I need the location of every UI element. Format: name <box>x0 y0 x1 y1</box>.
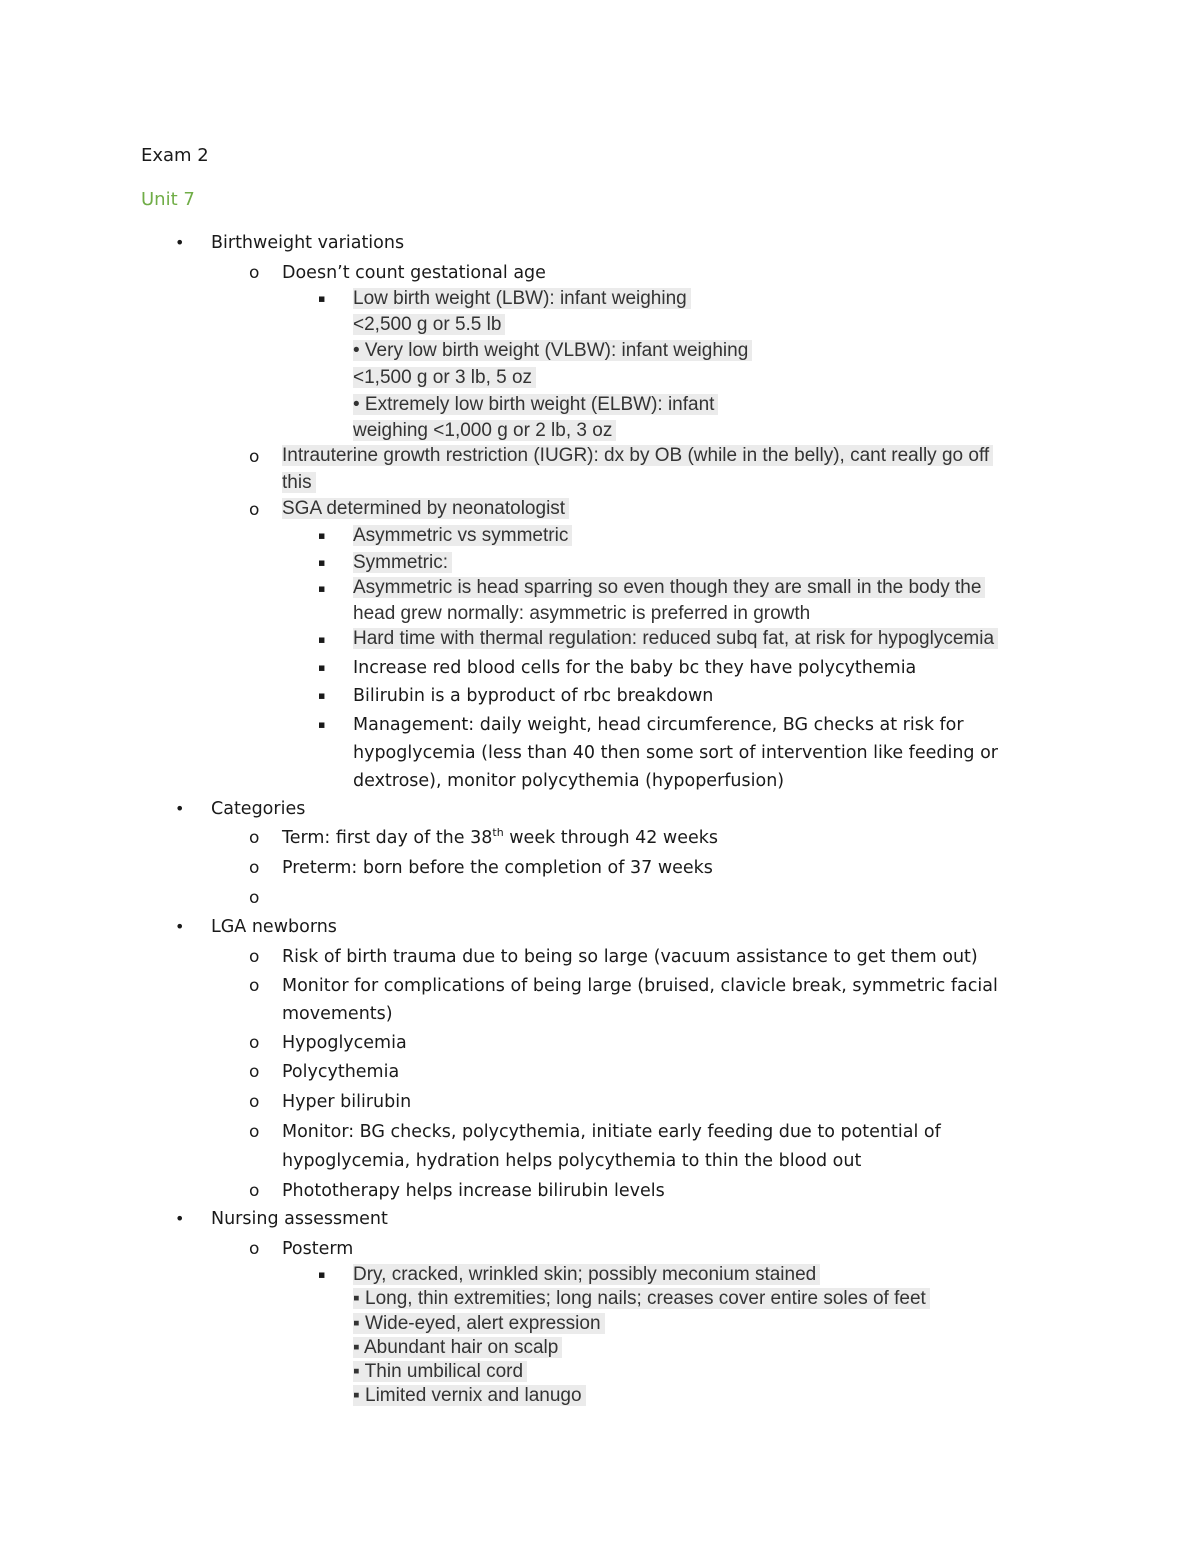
lga-item: Phototherapy helps increase bilirubin levels <box>282 1181 665 1201</box>
bullet-marker: • <box>175 1209 185 1228</box>
sga-item: Asymmetric vs symmetric <box>353 525 572 546</box>
lga-item: Monitor for complications of being large (bruised, clavicle break, symmetric facial <box>282 976 998 996</box>
lga-item: movements) <box>282 1004 393 1024</box>
birthweight-heading: Birthweight variations <box>211 233 405 253</box>
square-marker: ▪ <box>318 633 326 646</box>
lbw-line: Low birth weight (LBW): infant weighing <box>353 288 691 309</box>
sga-item: Hard time with thermal regulation: reduced subq fat, at risk for hypoglycemia <box>353 628 998 649</box>
circle-marker: o <box>249 1122 260 1142</box>
lga-item: Polycythemia <box>282 1062 400 1082</box>
sga-item: Increase red blood cells for the baby bc they have polycythemia <box>353 658 917 678</box>
circle-marker: o <box>249 1239 260 1259</box>
circle-marker: o <box>249 976 260 996</box>
empty-circle-marker: o <box>249 888 260 908</box>
sga-item: dextrose), monitor polycythemia (hypoperfusion) <box>353 771 785 791</box>
square-marker: ▪ <box>318 661 326 674</box>
postterm-heading: Posterm <box>282 1239 354 1259</box>
circle-marker: o <box>249 947 260 967</box>
postterm-item: ▪ Limited vernix and lanugo <box>353 1385 586 1406</box>
lga-item: Hyper bilirubin <box>282 1092 412 1112</box>
circle-marker: o <box>249 447 260 467</box>
square-marker: ▪ <box>318 556 326 569</box>
circle-marker: o <box>249 1062 260 1082</box>
lbw-line: • Very low birth weight (VLBW): infant weighing <box>353 340 752 361</box>
categories-heading: Categories <box>211 799 306 819</box>
sga-item: hypoglycemia (less than 40 then some sort of intervention like feeding or <box>353 743 999 763</box>
square-marker: ▪ <box>318 718 326 731</box>
sga-item: Bilirubin is a byproduct of rbc breakdown <box>353 686 714 706</box>
sga-item: head grew normally: asymmetric is preferred in growth <box>353 603 811 624</box>
sga-item: Symmetric: <box>353 552 452 573</box>
postterm-item: ▪ Long, thin extremities; long nails; creases cover entire soles of feet <box>353 1288 930 1309</box>
lga-item: hypoglycemia, hydration helps polycythemia to thin the blood out <box>282 1151 862 1171</box>
sga-item: Management: daily weight, head circumference, BG checks at risk for <box>353 715 964 735</box>
lga-item: Monitor: BG checks, polycythemia, initiate early feeding due to potential of <box>282 1122 941 1142</box>
lbw-line: weighing <1,000 g or 2 lb, 3 oz <box>353 420 616 441</box>
square-marker: ▪ <box>318 529 326 542</box>
preterm-definition: Preterm: born before the completion of 37 weeks <box>282 858 713 878</box>
circle-marker: o <box>249 1033 260 1053</box>
lbw-line: <2,500 g or 5.5 lb <box>353 314 505 335</box>
iugr-line: this <box>282 472 316 493</box>
term-definition: Term: first day of the 38th week through 42 weeks <box>282 826 719 848</box>
square-marker: ▪ <box>318 292 326 305</box>
bullet-marker: • <box>175 917 185 936</box>
circle-marker: o <box>249 858 260 878</box>
square-marker: ▪ <box>318 582 326 595</box>
bullet-marker: • <box>175 233 185 252</box>
sga-item: Asymmetric is head sparring so even though they are small in the body the <box>353 577 985 598</box>
circle-marker: o <box>249 1181 260 1201</box>
bullet-marker: • <box>175 799 185 818</box>
square-marker: ▪ <box>318 1268 326 1281</box>
document-title: Exam 2 <box>141 145 209 166</box>
circle-marker: o <box>249 500 260 520</box>
iugr-line: Intrauterine growth restriction (IUGR): dx by OB (while in the belly), cant really go off <box>282 445 993 466</box>
unit-heading: Unit 7 <box>141 189 195 210</box>
lga-heading: LGA newborns <box>211 917 337 937</box>
circle-marker: o <box>249 263 260 283</box>
lga-item: Hypoglycemia <box>282 1033 407 1053</box>
gestational-age-note: Doesn’t count gestational age <box>282 263 546 283</box>
sga-line: SGA determined by neonatologist <box>282 498 569 519</box>
postterm-item: Dry, cracked, wrinkled skin; possibly meconium stained <box>353 1264 820 1285</box>
postterm-item: ▪ Thin umbilical cord <box>353 1361 527 1382</box>
circle-marker: o <box>249 1092 260 1112</box>
postterm-item: ▪ Abundant hair on scalp <box>353 1337 562 1358</box>
nursing-heading: Nursing assessment <box>211 1209 388 1229</box>
lga-item: Risk of birth trauma due to being so large (vacuum assistance to get them out) <box>282 947 978 967</box>
lbw-line: • Extremely low birth weight (ELBW): infant <box>353 394 718 415</box>
square-marker: ▪ <box>318 689 326 702</box>
postterm-item: ▪ Wide-eyed, alert expression <box>353 1313 605 1334</box>
circle-marker: o <box>249 828 260 848</box>
lbw-line: <1,500 g or 3 lb, 5 oz <box>353 367 536 388</box>
